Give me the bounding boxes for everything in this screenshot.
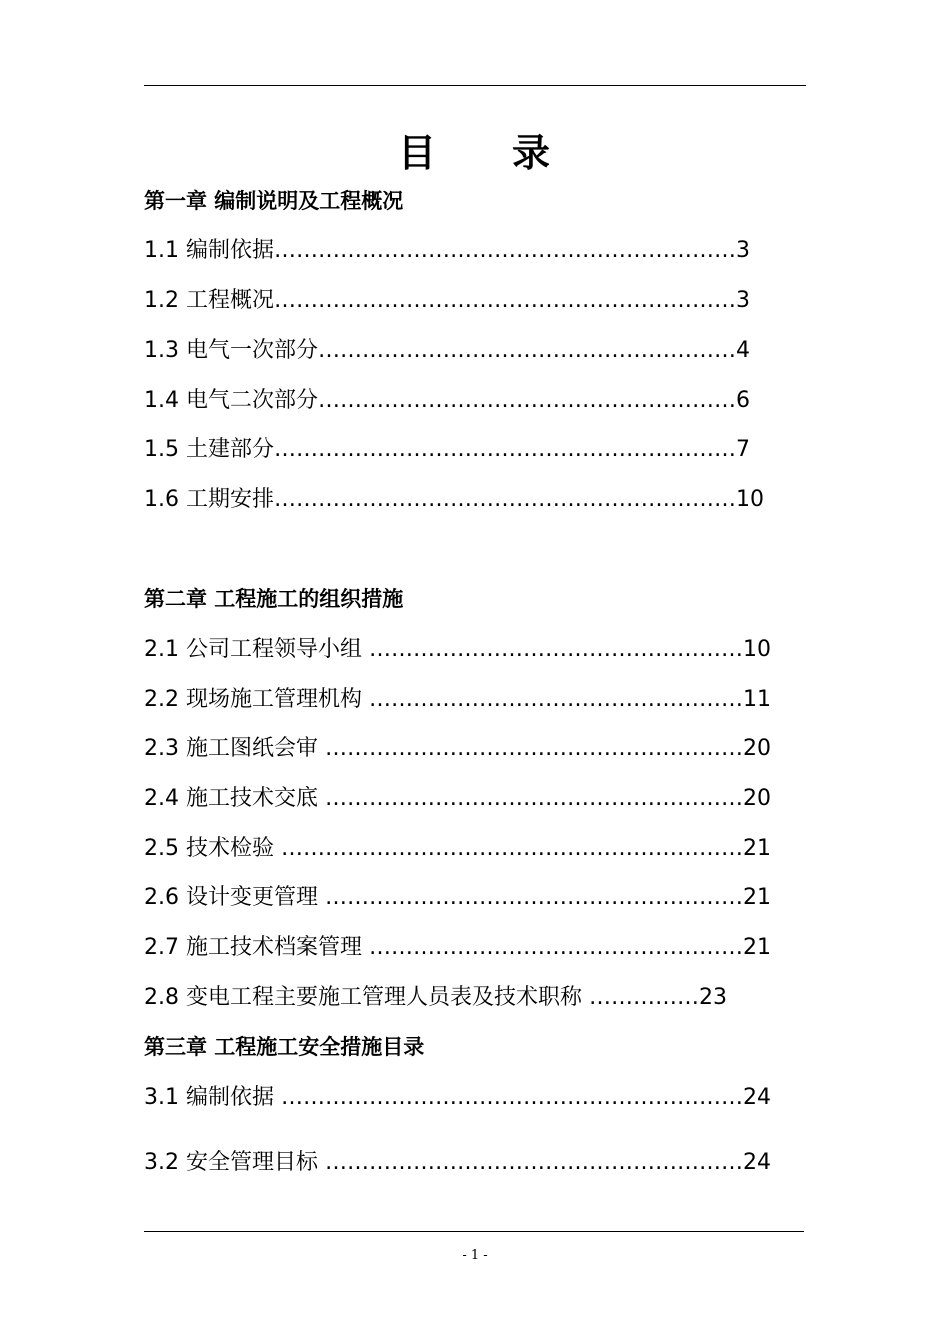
toc-entry-3-1: 3.1 编制依据 ………………………………………………………24 <box>144 1085 771 1110</box>
toc-entry-2-2: 2.2 现场施工管理机构 ……………………………………………11 <box>144 687 771 712</box>
toc-entry-1-3: 1.3 电气一次部分…………………………………………………4 <box>144 338 750 363</box>
chapter-3-heading: 第三章 工程施工安全措施目录 <box>144 1035 425 1059</box>
toc-entry-2-1: 2.1 公司工程领导小组 ……………………………………………10 <box>144 637 771 662</box>
toc-entry-2-7: 2.7 施工技术档案管理 ……………………………………………21 <box>144 935 771 960</box>
header-rule <box>144 85 806 86</box>
toc-entry-1-6: 1.6 工期安排………………………………………………………10 <box>144 487 764 512</box>
toc-entry-2-8: 2.8 变电工程主要施工管理人员表及技术职称 ……………23 <box>144 985 727 1010</box>
toc-title: 目 录 <box>397 131 553 175</box>
toc-entry-2-6: 2.6 设计变更管理 …………………………………………………21 <box>144 885 771 910</box>
toc-entry-2-5: 2.5 技术检验 ………………………………………………………21 <box>144 836 771 861</box>
footer-rule <box>144 1231 804 1232</box>
toc-entry-1-1: 1.1 编制依据………………………………………………………3 <box>144 238 750 263</box>
toc-entry-2-3: 2.3 施工图纸会审 …………………………………………………20 <box>144 736 771 761</box>
chapter-2-heading: 第二章 工程施工的组织措施 <box>144 587 404 611</box>
toc-entry-1-2: 1.2 工程概况………………………………………………………3 <box>144 288 750 313</box>
toc-entry-1-5: 1.5 土建部分………………………………………………………7 <box>144 437 750 462</box>
page-number: - 1 - <box>462 1248 488 1263</box>
toc-entry-3-2: 3.2 安全管理目标 …………………………………………………24 <box>144 1150 771 1175</box>
toc-entry-2-4: 2.4 施工技术交底 …………………………………………………20 <box>144 786 771 811</box>
toc-entry-1-4: 1.4 电气二次部分…………………………………………………6 <box>144 388 750 413</box>
chapter-1-heading: 第一章 编制说明及工程概况 <box>144 189 404 213</box>
